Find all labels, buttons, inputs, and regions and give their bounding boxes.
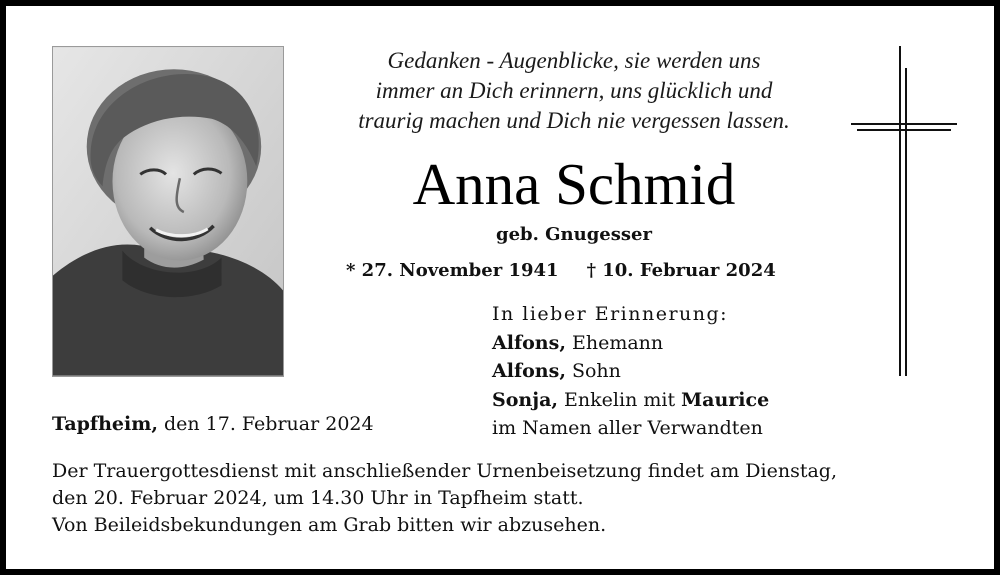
- place: Tapfheim,: [52, 413, 158, 435]
- mourner-relation: Ehemann: [565, 331, 664, 354]
- birth-date: * 27. November 1941: [346, 260, 559, 281]
- memorial-verse: [324, 46, 824, 136]
- verse-line: Gedanken - Augenblicke, sie werden uns: [387, 48, 761, 73]
- mourner-line: [492, 386, 769, 415]
- mourners-list: [492, 300, 769, 443]
- service-line: Der Trauergottesdienst mit anschließender Urnenbeisetzung findet am Dienstag,: [52, 460, 838, 482]
- mourner-name: Alfons,: [492, 331, 566, 354]
- memory-closing: im Namen aller Verwandten: [492, 417, 763, 439]
- verse-line: traurig machen und Dich nie vergessen lassen.: [358, 108, 790, 133]
- place-date: [52, 410, 374, 438]
- verse-line: immer an Dich erinnern, uns glücklich und: [375, 78, 773, 103]
- mourner-line: [492, 329, 769, 358]
- maiden-name: geb. Gnugesser: [496, 224, 652, 245]
- mourner-name: Alfons,: [492, 360, 566, 382]
- cross-icon: [849, 46, 959, 380]
- funeral-service-info: [52, 458, 837, 539]
- mourner-line: [492, 357, 769, 386]
- date: den 17. Februar 2024: [157, 413, 374, 435]
- mourner-name: Sonja,: [492, 388, 559, 411]
- service-line: den 20. Februar 2024, um 14.30 Uhr in Tapfheim statt.: [52, 487, 584, 509]
- portrait-photo: [52, 46, 284, 377]
- mourner-relation: Enkelin mit: [558, 388, 682, 411]
- mourner-relation: Sohn: [565, 360, 621, 382]
- mourner-extra-name: Maurice: [681, 388, 770, 411]
- death-date: † 10. Februar 2024: [586, 260, 776, 281]
- portrait-image: [53, 47, 283, 376]
- memory-intro: In lieber Erinnerung:: [492, 303, 729, 325]
- deceased-name: Anna Schmid: [412, 151, 736, 217]
- service-line: Von Beileidsbekundungen am Grab bitten wir abzusehen.: [52, 514, 607, 536]
- life-dates: [346, 258, 776, 284]
